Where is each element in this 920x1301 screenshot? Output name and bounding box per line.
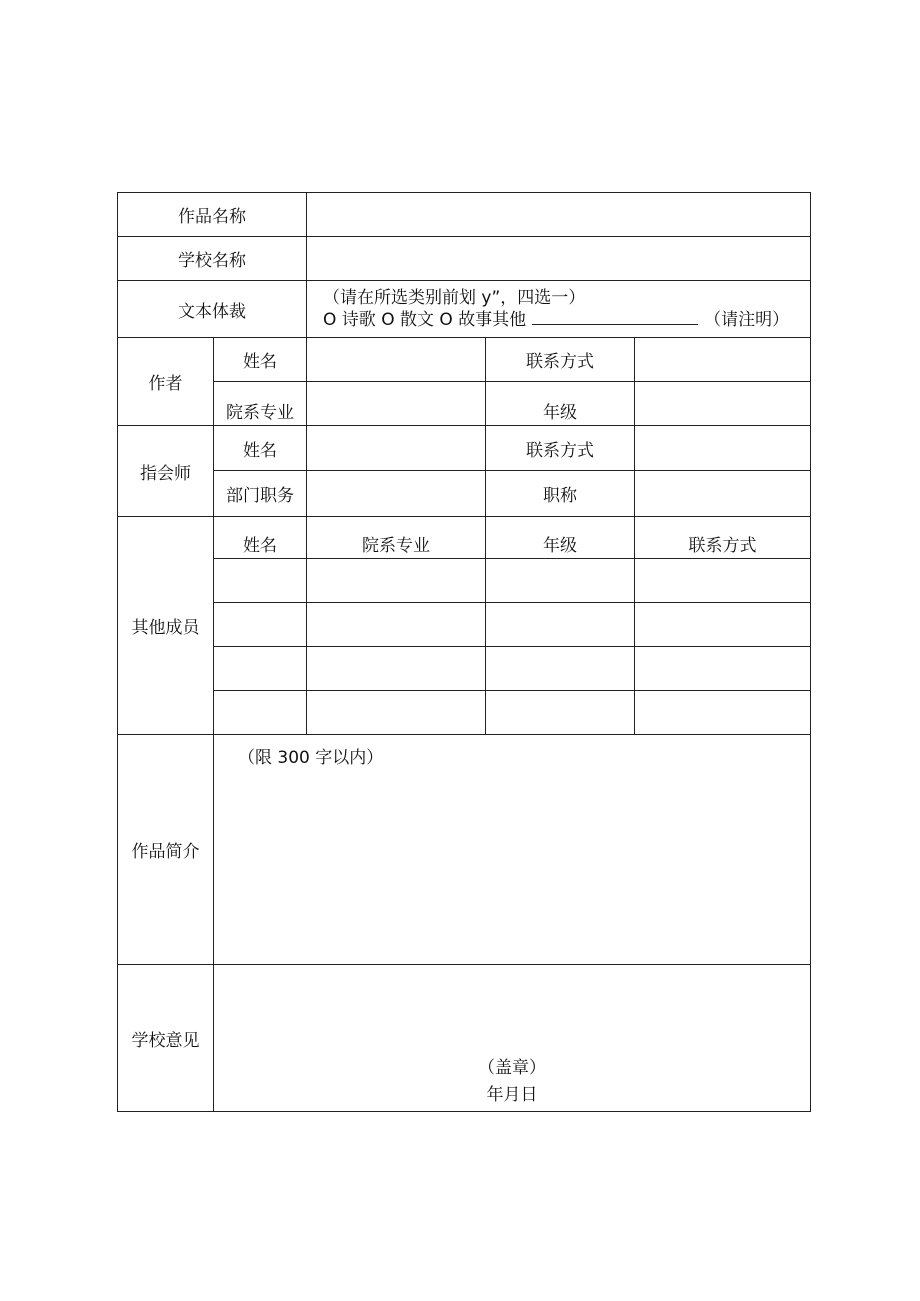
member-grade-field[interactable] <box>486 691 635 735</box>
intro-label: 作品简介 <box>118 735 214 965</box>
genre-label: 文本体裁 <box>118 281 307 338</box>
row-author-1 <box>118 338 811 382</box>
row-work-name <box>118 193 811 237</box>
member-grade-field[interactable] <box>486 603 635 647</box>
members-col-grade: 年级 <box>486 517 635 559</box>
intro-field[interactable] <box>214 735 811 965</box>
author-contact-label: 联系方式 <box>486 338 635 382</box>
opinion-field[interactable] <box>214 965 811 1112</box>
member-major-field[interactable] <box>307 691 486 735</box>
advisor-contact-label: 联系方式 <box>486 426 635 471</box>
row-genre <box>118 281 811 338</box>
school-name-label: 学校名称 <box>118 237 307 281</box>
member-name-field[interactable] <box>214 559 307 603</box>
intro-hint: （限 300 字以内） <box>238 748 384 768</box>
member-grade-field[interactable] <box>486 647 635 691</box>
row-school-name <box>118 237 811 281</box>
advisor-name-field[interactable] <box>307 426 486 471</box>
members-row <box>118 691 811 735</box>
school-name-field[interactable] <box>307 237 811 281</box>
genre-options[interactable]: O 诗歌 O 散文 O 故事其他 <box>323 310 527 330</box>
member-contact-field[interactable] <box>635 603 811 647</box>
author-grade-field[interactable] <box>635 382 811 426</box>
advisor-title-field[interactable] <box>635 471 811 517</box>
member-name-field[interactable] <box>214 691 307 735</box>
date-label: 年月日 <box>486 1085 538 1105</box>
members-row <box>118 559 811 603</box>
author-major-field[interactable] <box>307 382 486 426</box>
author-grade-label: 年级 <box>486 382 635 426</box>
advisor-dept-field[interactable] <box>307 471 486 517</box>
members-col-contact: 联系方式 <box>635 517 811 559</box>
row-opinion <box>118 965 811 1112</box>
genre-other-blank[interactable] <box>532 310 698 325</box>
genre-options-line <box>307 309 810 331</box>
row-intro <box>118 735 811 965</box>
member-major-field[interactable] <box>307 603 486 647</box>
genre-field[interactable] <box>307 281 811 338</box>
advisor-contact-field[interactable] <box>635 426 811 471</box>
member-name-field[interactable] <box>214 647 307 691</box>
members-col-name: 姓名 <box>214 517 307 559</box>
members-col-major: 院系专业 <box>307 517 486 559</box>
row-author-2 <box>118 382 811 426</box>
members-row <box>118 647 811 691</box>
advisor-dept-label: 部门职务 <box>214 471 307 517</box>
member-name-field[interactable] <box>214 603 307 647</box>
opinion-label: 学校意见 <box>118 965 214 1112</box>
work-name-label: 作品名称 <box>118 193 307 237</box>
advisor-name-label: 姓名 <box>214 426 307 471</box>
work-name-field[interactable] <box>307 193 811 237</box>
member-contact-field[interactable] <box>635 647 811 691</box>
stamp-label: （盖章） <box>478 1058 546 1078</box>
advisor-title-label: 职称 <box>486 471 635 517</box>
author-contact-field[interactable] <box>635 338 811 382</box>
members-label: 其他成员 <box>118 517 214 735</box>
row-advisor-2 <box>118 471 811 517</box>
genre-instruction: （请在所选类别前划 y”，四选一） <box>323 288 586 308</box>
member-contact-field[interactable] <box>635 691 811 735</box>
row-advisor-1 <box>118 426 811 471</box>
member-contact-field[interactable] <box>635 559 811 603</box>
application-form-table <box>117 192 811 1112</box>
members-row <box>118 603 811 647</box>
genre-note: （请注明） <box>704 310 790 330</box>
author-name-label: 姓名 <box>214 338 307 382</box>
author-major-label: 院系专业 <box>214 382 307 426</box>
member-major-field[interactable] <box>307 559 486 603</box>
advisor-label: 指会师 <box>118 426 214 517</box>
member-major-field[interactable] <box>307 647 486 691</box>
row-members-header <box>118 517 811 559</box>
member-grade-field[interactable] <box>486 559 635 603</box>
author-label: 作者 <box>118 338 214 426</box>
author-name-field[interactable] <box>307 338 486 382</box>
